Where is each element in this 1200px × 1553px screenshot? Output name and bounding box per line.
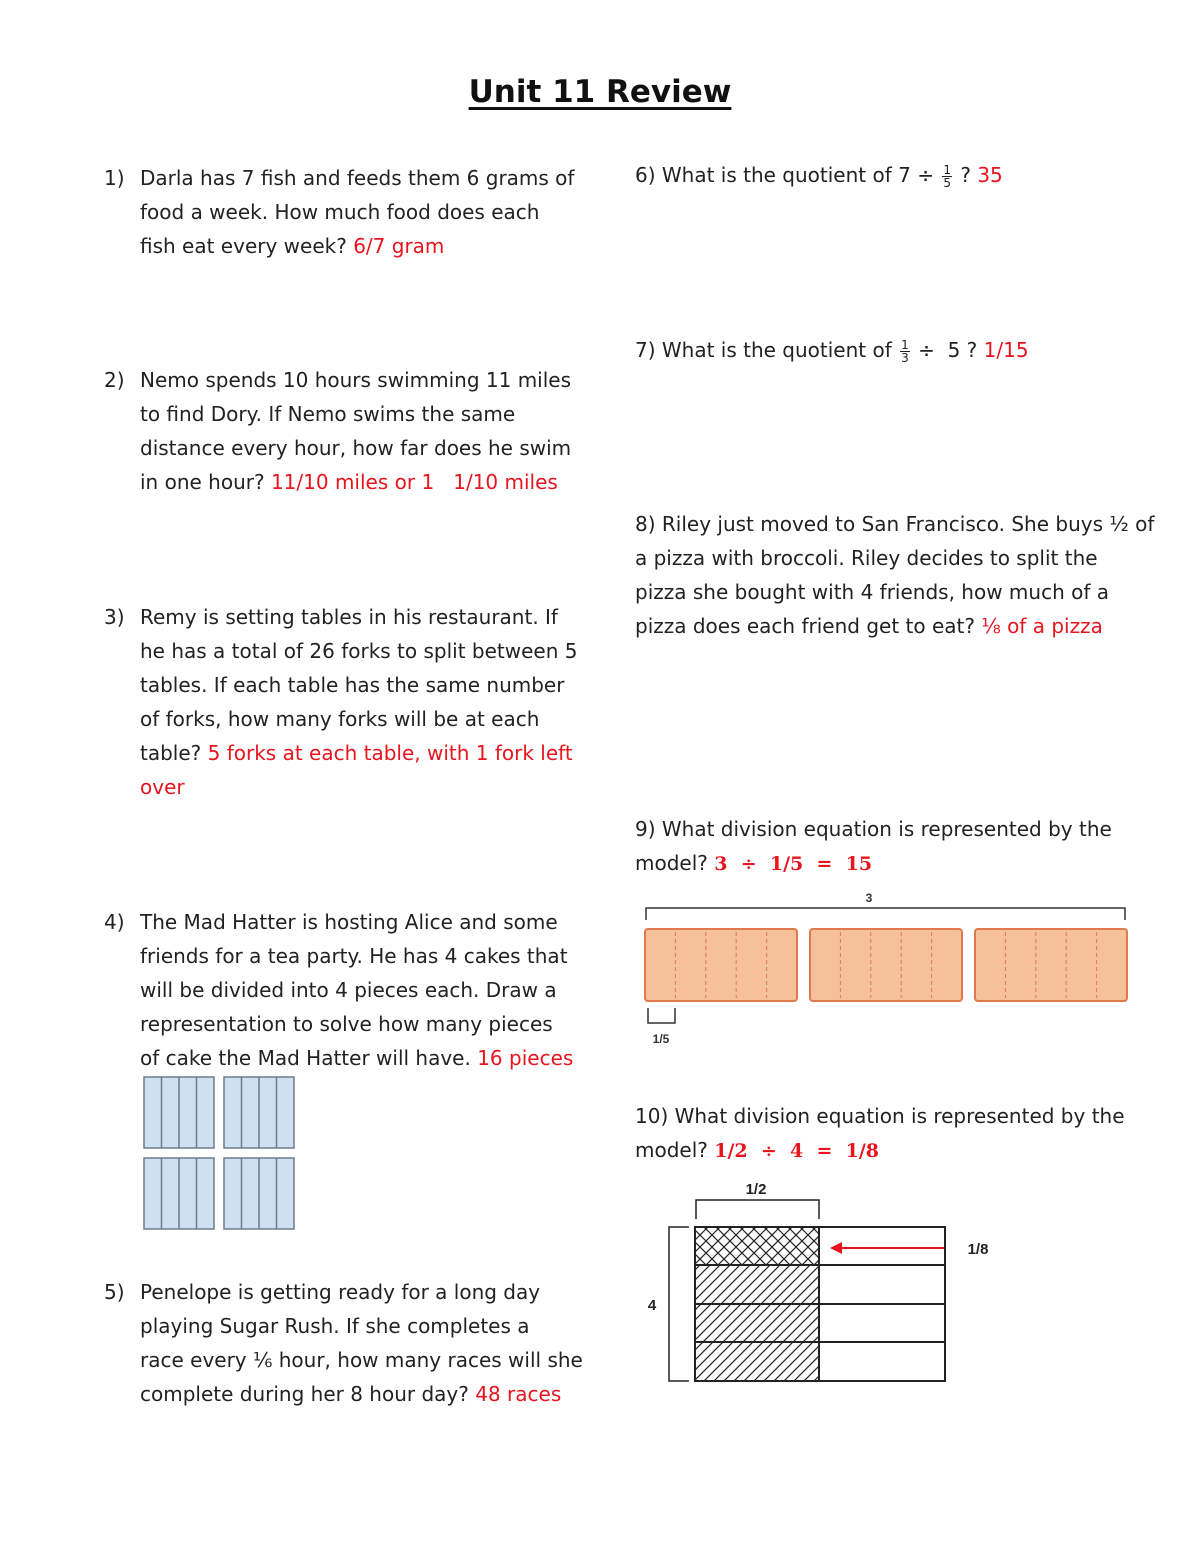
fraction-denominator: 5 xyxy=(943,176,951,190)
cake-1 xyxy=(144,1077,214,1148)
question-text-line: Penelope is getting ready for a long day xyxy=(140,1280,541,1304)
question-text-line: Nemo spends 10 hours swimming 11 miles xyxy=(140,368,572,392)
fraction-denominator: 3 xyxy=(901,351,909,365)
question-text-line: a pizza with broccoli. Riley decides to split the xyxy=(635,546,1098,570)
question-text-line: food a week. How much food does each xyxy=(140,200,540,224)
question-text: 7) What is the quotient of xyxy=(635,338,899,362)
cake-4 xyxy=(224,1158,294,1229)
question-text-line: playing Sugar Rush. If she completes a xyxy=(140,1314,530,1338)
question-text-line: pizza does each friend get to eat? xyxy=(635,614,982,638)
question-number: 2) xyxy=(104,368,125,392)
question-text-line: representation to solve how many pieces xyxy=(140,1012,553,1036)
question-text-line: model? xyxy=(635,1138,715,1162)
fraction-numerator: 1 xyxy=(943,163,951,177)
answer: 48 races xyxy=(475,1382,562,1406)
part-bracket xyxy=(648,1008,675,1023)
question-text-line: Remy is setting tables in his restaurant. If xyxy=(140,605,558,629)
question-text-line: he has a total of 26 forks to split between 5 xyxy=(140,639,578,663)
total-bracket xyxy=(646,908,1125,920)
whole-bar-2 xyxy=(810,929,962,1001)
answer-continued: over xyxy=(140,775,185,799)
question-text-line: tables. If each table has the same number xyxy=(140,673,565,697)
answer: 1/2 ÷ 4 = 1/8 xyxy=(714,1140,879,1162)
quarter-cell-2 xyxy=(695,1265,819,1304)
total-label: 3 xyxy=(865,891,873,905)
quarter-cell-4 xyxy=(695,1342,819,1381)
eighth-label: 1/8 xyxy=(967,1241,989,1258)
question-text-line: model? xyxy=(635,851,715,875)
eighth-cell xyxy=(695,1227,819,1265)
whole-bar-3 xyxy=(975,929,1127,1001)
cake-representation xyxy=(143,1076,297,1232)
blank-cell-3 xyxy=(819,1304,945,1342)
question-8 xyxy=(635,507,1175,643)
area-model-q10 xyxy=(640,1175,1020,1390)
question-text: 6) What is the quotient of 7 ÷ xyxy=(635,163,941,187)
question-number: 1) xyxy=(104,166,125,190)
question-9 xyxy=(635,812,1175,881)
fraction xyxy=(900,339,910,364)
half-label: 1/2 xyxy=(745,1181,767,1198)
question-text-line: friends for a tea party. He has 4 cakes that xyxy=(140,944,568,968)
half-bracket xyxy=(696,1200,819,1219)
answer: 1/15 xyxy=(983,338,1029,362)
answer: 11/10 miles or 1 1/10 miles xyxy=(270,470,558,494)
question-text: ÷ 5 ? xyxy=(911,338,984,362)
question-text-line: will be divided into 4 pieces each. Draw a xyxy=(140,978,557,1002)
answer: ⅛ of a pizza xyxy=(981,614,1103,638)
question-text-line: 9) What division equation is represented by the xyxy=(635,817,1112,841)
question-number: 5) xyxy=(104,1280,125,1304)
fraction-numerator: 1 xyxy=(901,338,909,352)
blank-cell-4 xyxy=(819,1342,945,1381)
question-number: 4) xyxy=(104,910,125,934)
question-text-line: fish eat every week? xyxy=(140,234,354,258)
question-text-line: 10) What division equation is represented by the xyxy=(635,1104,1125,1128)
answer: 5 forks at each table, with 1 fork left xyxy=(207,741,573,765)
question-text-line: Darla has 7 fish and feeds them 6 grams of xyxy=(140,166,575,190)
answer: 6/7 gram xyxy=(353,234,445,258)
question-text-line: to find Dory. If Nemo swims the same xyxy=(140,402,516,426)
question-text-line: of forks, how many forks will be at each xyxy=(140,707,540,731)
fraction xyxy=(942,164,952,189)
arrow-head xyxy=(830,1242,842,1254)
question-text-line: 8) Riley just moved to San Francisco. She buys ½ of xyxy=(635,512,1155,536)
side-bracket xyxy=(669,1227,689,1381)
question-text-line: race every ⅙ hour, how many races will she xyxy=(140,1348,583,1372)
question-text-line: in one hour? xyxy=(140,470,271,494)
question-number: 3) xyxy=(104,605,125,629)
question-text-line: of cake the Mad Hatter will have. xyxy=(140,1046,478,1070)
blank-cell-2 xyxy=(819,1265,945,1304)
quarter-cell-3 xyxy=(695,1304,819,1342)
answer: 16 pieces xyxy=(477,1046,574,1070)
question-7 xyxy=(635,333,1155,367)
question-text-line: table? xyxy=(140,741,208,765)
question-text-line: distance every hour, how far does he swim xyxy=(140,436,572,460)
cake-2 xyxy=(224,1077,294,1148)
question-text-line: complete during her 8 hour day? xyxy=(140,1382,476,1406)
question-text: ? xyxy=(953,163,978,187)
answer: 3 ÷ 1/5 = 15 xyxy=(714,853,873,875)
question-text-line: pizza she bought with 4 friends, how much of a xyxy=(635,580,1110,604)
question-text-line: The Mad Hatter is hosting Alice and some xyxy=(140,910,558,934)
cake-3 xyxy=(144,1158,214,1229)
answer: 35 xyxy=(977,163,1003,187)
whole-bar-1 xyxy=(645,929,797,1001)
question-10 xyxy=(635,1099,1175,1168)
part-label: 1/5 xyxy=(652,1032,670,1046)
bar-model-q9 xyxy=(640,890,1135,1050)
question-6 xyxy=(635,158,1155,192)
page-title: Unit 11 Review xyxy=(468,74,732,110)
side-label: 4 xyxy=(647,1297,657,1314)
